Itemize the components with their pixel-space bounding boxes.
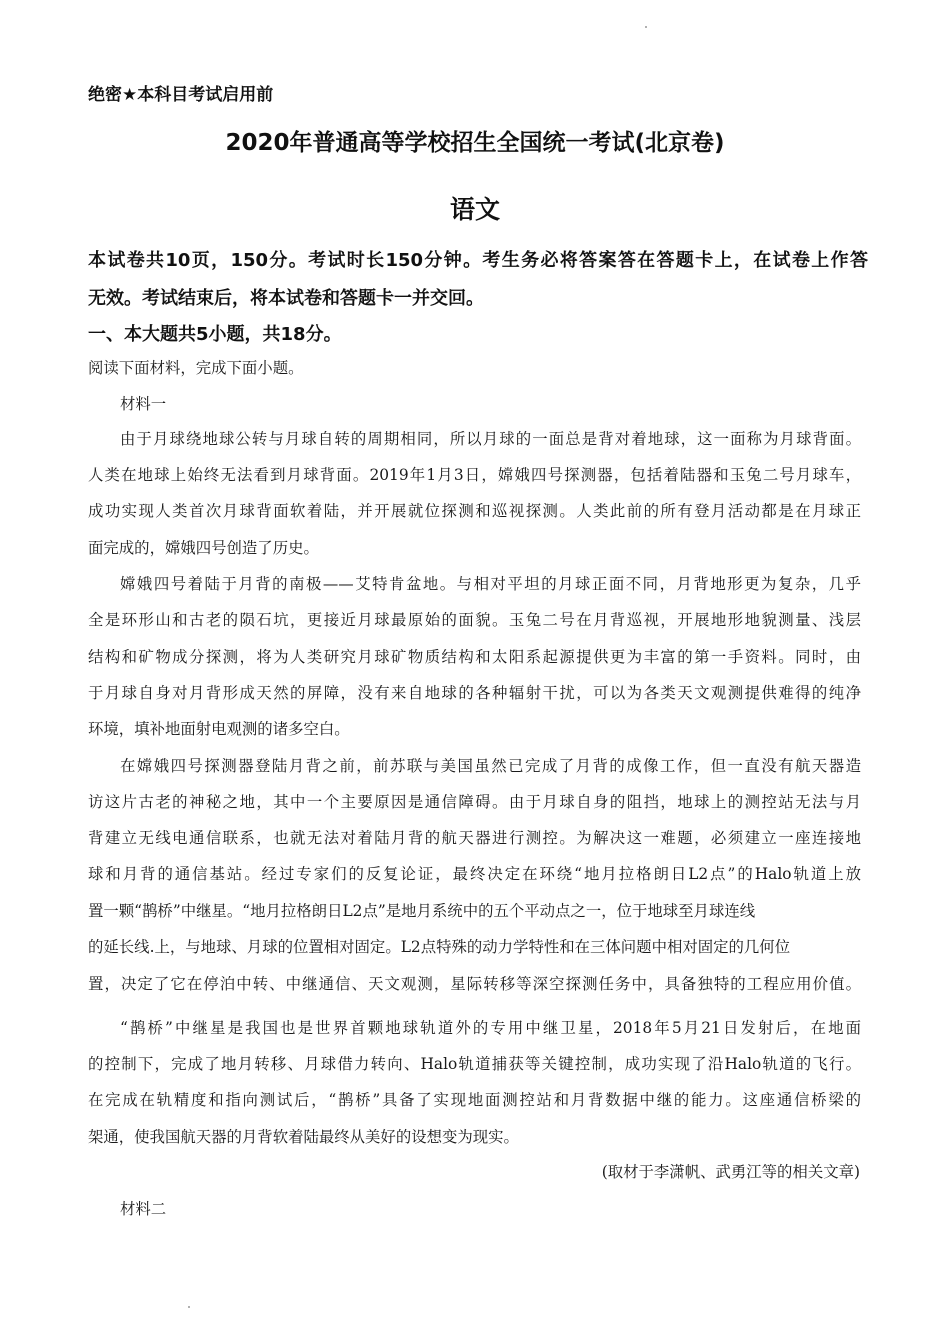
material-one-paragraph-line: 成功实现人类首次月球背面软着陆，并开展就位探测和巡视探测。人类此前的所有登月活动都是在月球正 [88, 502, 861, 520]
material-one-paragraph-line: 嫦娥四号着陆于月背的南极——艾特肯盆地。与相对平坦的月球正面不同，月背地形更为复杂，几乎 [120, 575, 861, 593]
material-one-paragraph-line: “鹊桥”中继星是我国也是世界首颗地球轨道外的专用中继卫星，2018年5月21日发射后，在地面 [120, 1019, 861, 1037]
material-one-paragraph-line: 在嫦娥四号探测器登陆月背之前，前苏联与美国虽然已完成了月背的成像工作，但一直没有航天器造 [120, 757, 861, 775]
material-one-paragraph-line: 环境，填补地面射电观测的诸多空白。 [88, 720, 350, 738]
material-one-paragraph-line: 球和月背的通信基站。经过专家们的反复论证，最终决定在环绕“地月拉格朗日L2点”的Halo轨道上放 [88, 865, 861, 883]
material-one-paragraph-line: 面完成的，嫦娥四号创造了历史。 [88, 539, 319, 557]
material-one-paragraph-line: 全是环形山和古老的陨石坑，更接近月球最原始的面貌。玉兔二号在月背巡视，开展地形地貌测量、浅层 [88, 611, 861, 629]
material-one-paragraph-line: 的控制下，完成了地月转移、月球借力转向、Halo轨道捕获等关键控制，成功实现了沿Halo轨道的飞行。 [88, 1055, 861, 1073]
confidential-notice: 绝密★本科目考试启用前 [88, 85, 274, 105]
instructions-line: 无效。考试结束后，将本试卷和答题卡一并交回。 [88, 288, 484, 309]
material-one-paragraph-line: 置，决定了它在停泊中转、中继通信、天文观测，星际转移等深空探测任务中，具备独特的工程应用价值。 [88, 975, 861, 993]
scan-speck [645, 26, 647, 28]
material-two-label: 材料二 [120, 1200, 167, 1218]
exam-title: 2020年普通高等学校招生全国统一考试(北京卷) [225, 130, 725, 156]
material-one-paragraph-line: 于月球自身对月背形成天然的屏障，没有来自地球的各种辐射干扰，可以为各类天文观测提供难得的纯净 [88, 684, 861, 702]
material-one-paragraph-line: 置一颗“鹊桥”中继星。“地月拉格朗日L2点”是地月系统中的五个平动点之一，位于地球至月球连线 [88, 902, 756, 920]
material-one-paragraph-line: 架通，使我国航天器的月背软着陆最终从美好的设想变为现实。 [88, 1128, 519, 1146]
material-one-paragraph-line: 由于月球绕地球公转与月球自转的周期相同，所以月球的一面总是背对着地球，这一面称为月球背面。 [120, 430, 861, 448]
reading-prompt: 阅读下面材料，完成下面小题。 [88, 359, 304, 377]
material-one-paragraph-line: 访这片古老的神秘之地，其中一个主要原因是通信障碍。由于月球自身的阻挡，地球上的测控站无法与月 [88, 793, 861, 811]
section-heading: 一、本大题共5小题，共18分。 [88, 324, 342, 345]
material-one-paragraph-line: 人类在地球上始终无法看到月球背面。2019年1月3日，嫦娥四号探测器，包括着陆器和玉兔二号月球车， [88, 466, 861, 484]
instructions-line: 本试卷共10页，150分。考试时长150分钟。考生务必将答案答在答题卡上，在试卷上作答 [88, 250, 868, 271]
material-one-source: (取材于李潇帆、武勇江等的相关文章) [601, 1163, 860, 1181]
material-one-paragraph-line: 在完成在轨精度和指向测试后，“鹊桥”具备了实现地面测控站和月背数据中继的能力。这座通信桥梁的 [88, 1091, 861, 1109]
material-one-paragraph-line: 的延长线.上，与地球、月球的位置相对固定。L2点特殊的动力学特性和在三体问题中相对固定的几何位 [88, 938, 791, 956]
material-one-label: 材料一 [120, 395, 167, 413]
subject-title: 语文 [449, 195, 500, 224]
material-one-paragraph-line: 背建立无线电通信联系，也就无法对着陆月背的航天器进行测控。为解决这一难题，必须建立一座连接地 [88, 829, 861, 847]
scan-speck [188, 1306, 190, 1308]
material-one-paragraph-line: 结构和矿物成分探测，将为人类研究月球矿物质结构和太阳系起源提供更为丰富的第一手资料。同时，由 [88, 648, 861, 666]
